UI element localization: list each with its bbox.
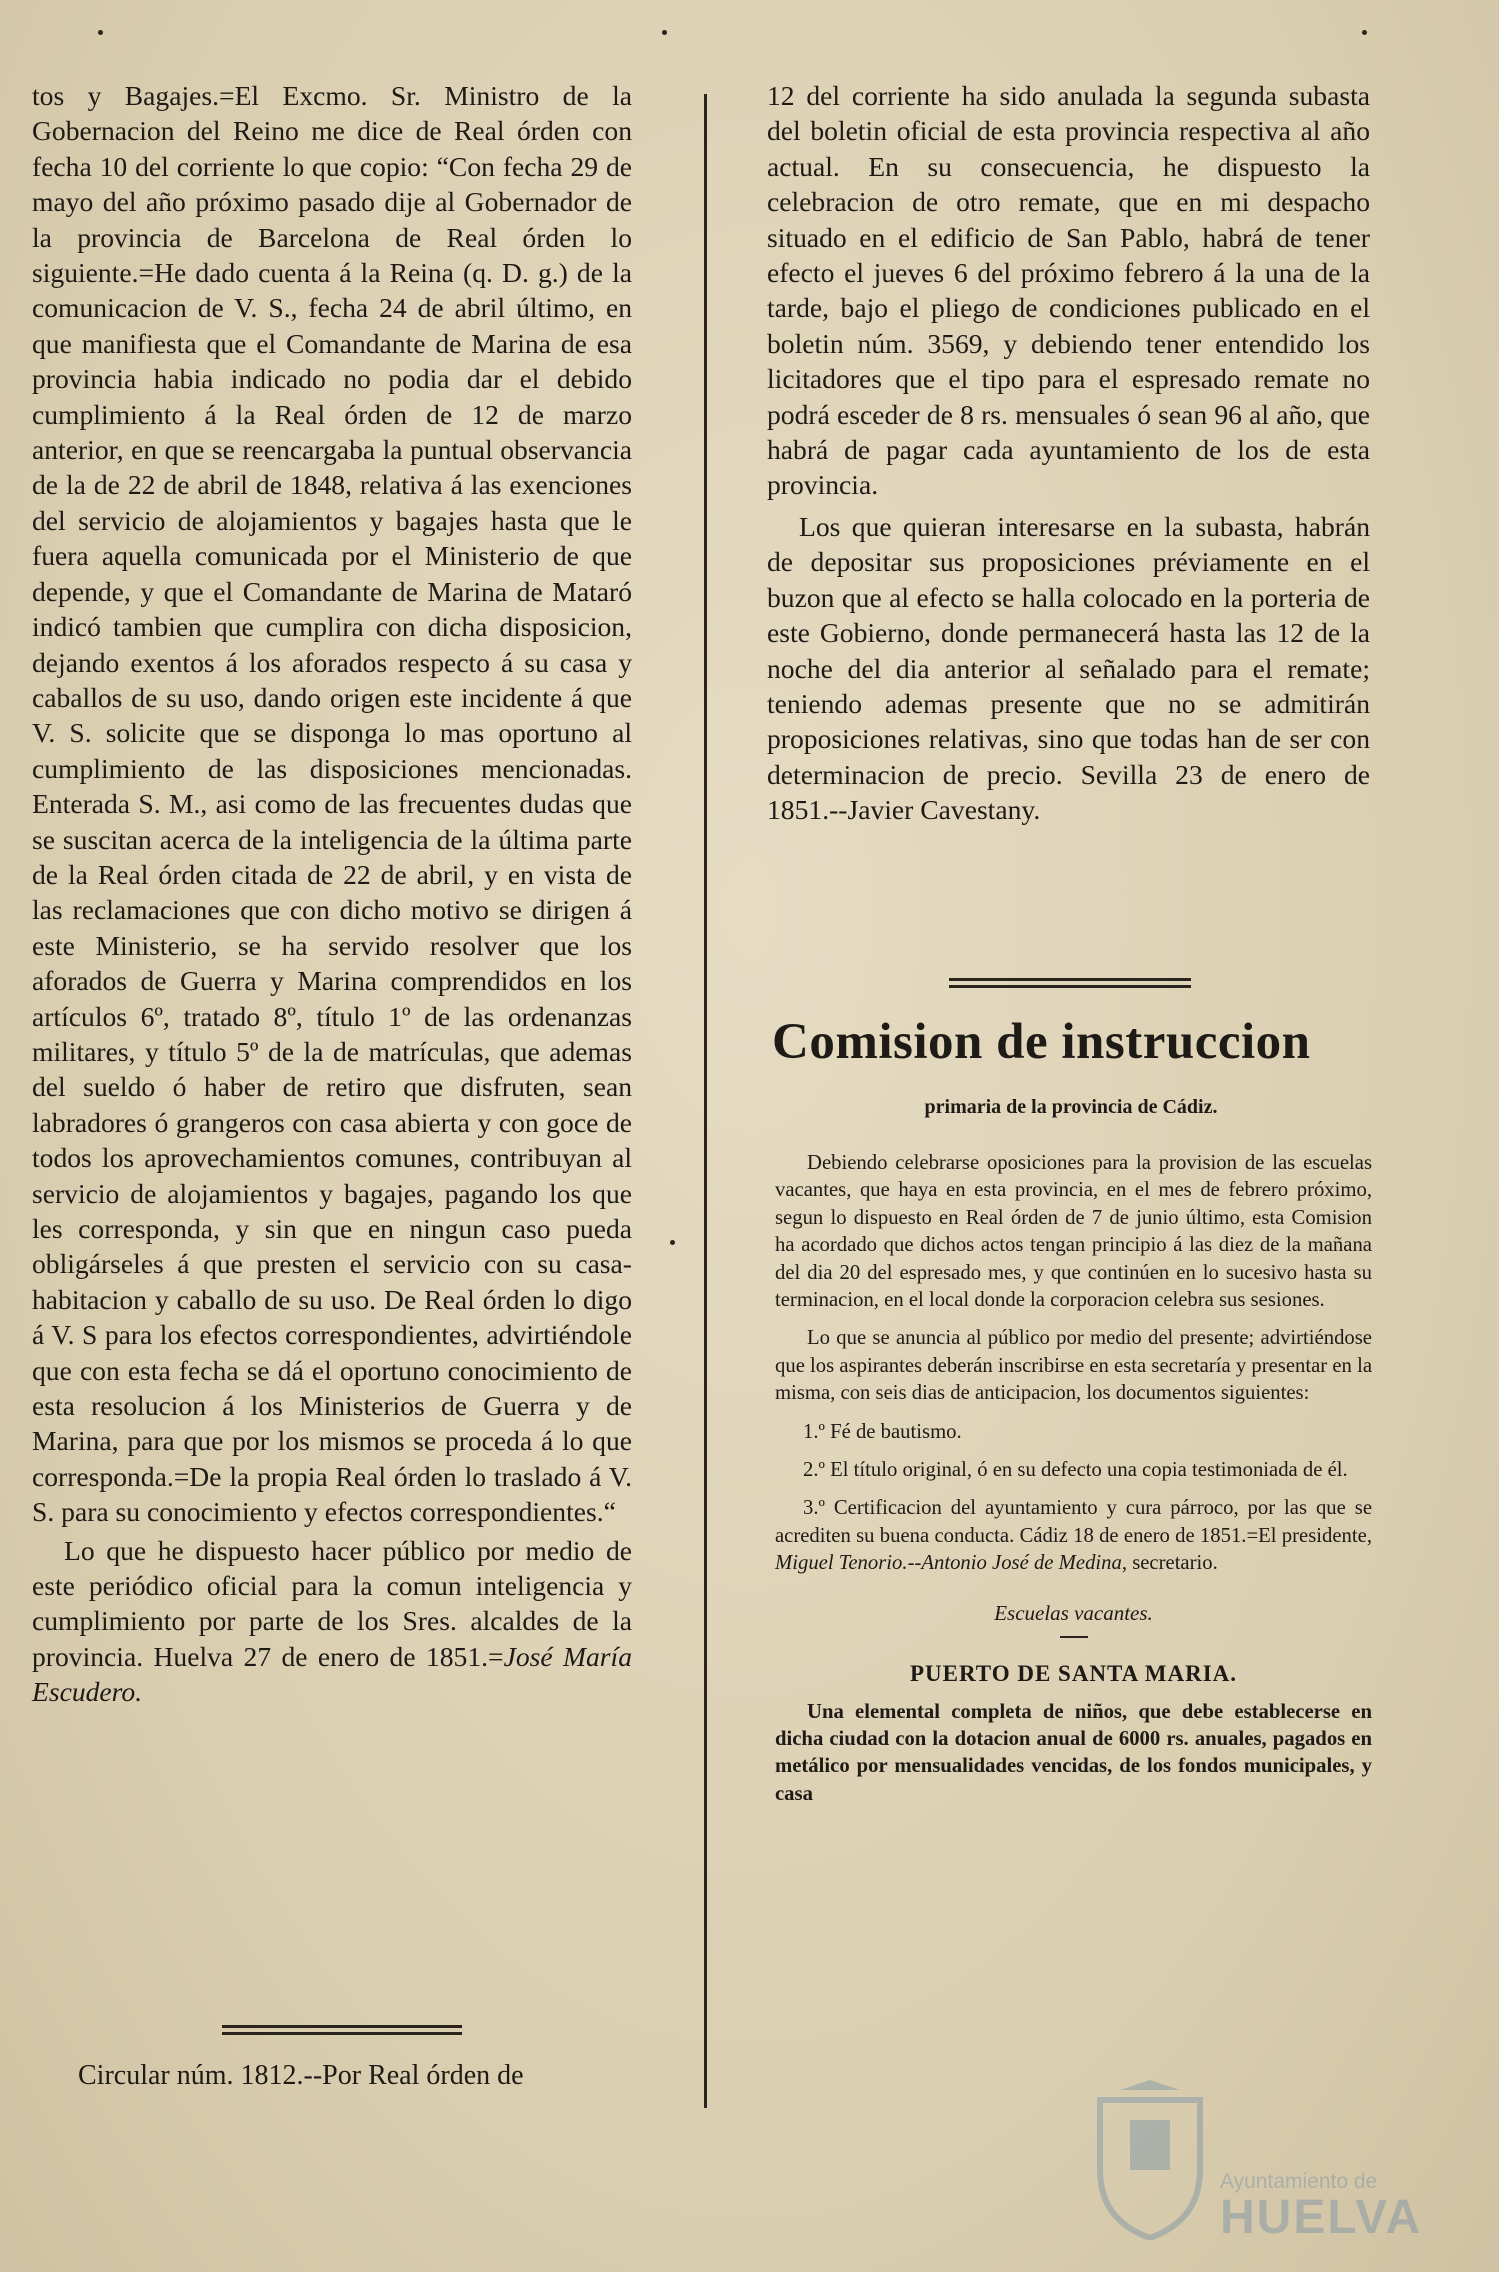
left-closing-text: Lo que he dispuesto hacer público por medio de este periódico oficial para la comun inteligencia y cumplimiento por parte de los Sres. alcaldes de la provincia. Huelva 27 de enero de 1851.= — [32, 1534, 632, 1672]
right-column-bottom — [775, 1150, 1372, 1808]
watermark-line-1: Ayuntamiento de — [1220, 2170, 1378, 2193]
left-body-text: tos y Bagajes.=El Excmo. Sr. Ministro de la Gobernacion del Reino me dice de Real órden con fecha 10 del corriente lo que copio: “Con fecha 29 de mayo del año próximo pasado dije al Gobernador de la provincia de Barcelona de Real órden lo siguiente.=He dado cuenta á la Reina (q. D. g.) de la comunicacion de V. S., fecha 24 de abril último, en que manifiesta que el Comandante de Marina de esa provincia habia indicado no podia dar el debido cumplimiento á la Real órden de 12 de marzo anterior, en que se reencargaba la puntual observancia de la de 22 de abril de 1848, relativa á las exenciones del servicio de alojamientos y bagajes hasta que le fuera aquella comunicada por el Ministerio de que depende, y que el Comandante de Marina de Mataró indicó tambien que cumplira con dicha disposicion, dejando exentos á los aforados respecto á su casa y caballos de su uso, dando origen este incidente á que V. S. solicite que se disponga lo mas oportuno al cumplimiento de las disposiciones mencionadas. Enterada S. M., asi como de las frecuentes dudas que se suscitan acerca de la inteligencia de la última parte de la Real órden citada de 22 de abril, y en vista de las reclamaciones que con dicho motivo se dirigen á este Ministerio, se ha servido resolver que los aforados de Guerra y Marina comprendidos en los artículos 6º, tratado 8º, título 1º de las ordenanzas militares, y título 5º de la de matrículas, que ademas del sueldo ó haber de retiro que disfruten, sean labradores ó grangeros con casa abierta y con goce de todos los aprovechamientos comunes, contribuyan al servicio de alojamientos y bagajes, pagando los que les corresponda, y sin que en ningun caso pueda obligárseles á que presten el servicio con su casa-habitacion y caballo de su uso. De Real órden lo digo á V. S para los efectos correspondientes, advirtiéndole que con esta fecha se dá el oportuno conocimiento de esta resolucion á los Ministerios de Guerra y de Marina, para que por los mismos se proceda á lo que corresponda.=De la propia Real órden lo traslado á V. S. para su conocimiento y efectos correspondientes.“ — [32, 80, 632, 1528]
secretary-label: , secretario. — [1121, 1552, 1218, 1575]
right-column-top — [767, 78, 1370, 828]
notice-paragraph-2: Lo que se anuncia al público por medio del presente; advirtiéndose que los aspirantes deberán inscribirse en esta secretaría y presentar en la misma, con seis dias de anticipacion, los documentos siguientes: — [775, 1327, 1372, 1405]
list-item-2: 2.º El título original, ó en su defecto una copia testimoniada de él. — [803, 1459, 1348, 1482]
notice-paragraph-1: Debiendo celebrarse oposiciones para la provision de las escuelas vacantes, que haya en esta provincia, en el mes de febrero próximo, segun lo dispuesto en Real órden de 7 de junio último, esta Comision ha acordado que dichos actos tengan principio á las diez de la mañana del dia 20 del espresado mes, y que continúen en lo sucesivo hasta su terminacion, en el local donde la corporacion celebra sus sesiones. — [775, 1152, 1372, 1312]
left-column — [32, 78, 632, 1710]
column-divider — [704, 94, 707, 2108]
city-seal-icon — [1090, 2080, 1210, 2240]
page-dot — [670, 1240, 675, 1245]
ayuntamiento-watermark — [1080, 2080, 1423, 2250]
watermark-line-2: HUELVA — [1220, 2191, 1423, 2244]
secretary-signature: Antonio José de Medina — [921, 1552, 1122, 1575]
final-paragraph: Una elemental completa de niños, que debe establecerse en dicha ciudad con la dotacion anual de 6000 rs. anuales, pagados en metálico por mensualidades vencidas, de los fondos municipales, y casa — [775, 1700, 1372, 1805]
left-closing-signature: José María Escudero. — [32, 1640, 632, 1708]
left-divider-rule — [222, 2025, 462, 2035]
list-item-1: 1.º Fé de bautismo. — [803, 1420, 962, 1443]
page-dot — [98, 30, 103, 35]
right-para-1: 12 del corriente ha sido anulada la segunda subasta del boletin oficial de esta provincia respectiva al año actual. En su consecuencia, he dispuesto la celebracion de otro remate, que en mi despacho situado en el edificio de San Pablo, habrá de tener efecto el jueves 6 del próximo febrero á la una de la tarde, bajo el pliego de condiciones publicado en el boletin núm. 3569, y debiendo tener entendido los licitadores que el tipo para el espresado remate no podrá esceder de 8 rs. mensuales ó sean 96 al año, que habrá de pagar cada ayuntamiento de los de esta provincia. — [767, 80, 1370, 501]
page-dot — [662, 30, 667, 35]
president-signature: Miguel Tenorio. — [775, 1552, 908, 1575]
small-dash-rule — [1060, 1636, 1088, 1638]
circular-heading-text: Circular núm. 1812.--Por Real órden de — [78, 2060, 524, 2091]
right-para-2: Los que quieran interesarse en la subasta, habrán de depositar sus proposiciones préviamente en el buzon que al efecto se halla colocado en la porteria de este Gobierno, donde permanecerá hasta las 12 de la noche del dia anterior al señalado para el remate; teniendo ademas presente que no se admitirán proposiciones relativas, sino que todas han de ser con determinacion de precio. Sevilla 23 de enero de 1851.--Javier Cavestany. — [767, 510, 1370, 826]
signature-separator: -- — [907, 1552, 922, 1575]
subheading-escuelas: Escuelas vacantes. — [994, 1600, 1153, 1625]
section-title: Comision de instruccion — [772, 1014, 1311, 1070]
right-divider-rule — [949, 978, 1191, 988]
list-item-3 — [775, 1495, 1372, 1577]
page-dot — [1362, 30, 1367, 35]
section-subtitle: primaria de la provincia de Cádiz. — [924, 1096, 1218, 1118]
town-heading: PUERTO DE SANTA MARIA. — [909, 1661, 1238, 1687]
left-closing-paragraph — [32, 1533, 632, 1710]
list-item-3-text: 3.º Certificacion del ayuntamiento y cura párroco, por las que se acrediten su buena conducta. Cádiz 18 de enero de 1851.=El presidente, — [775, 1497, 1372, 1547]
